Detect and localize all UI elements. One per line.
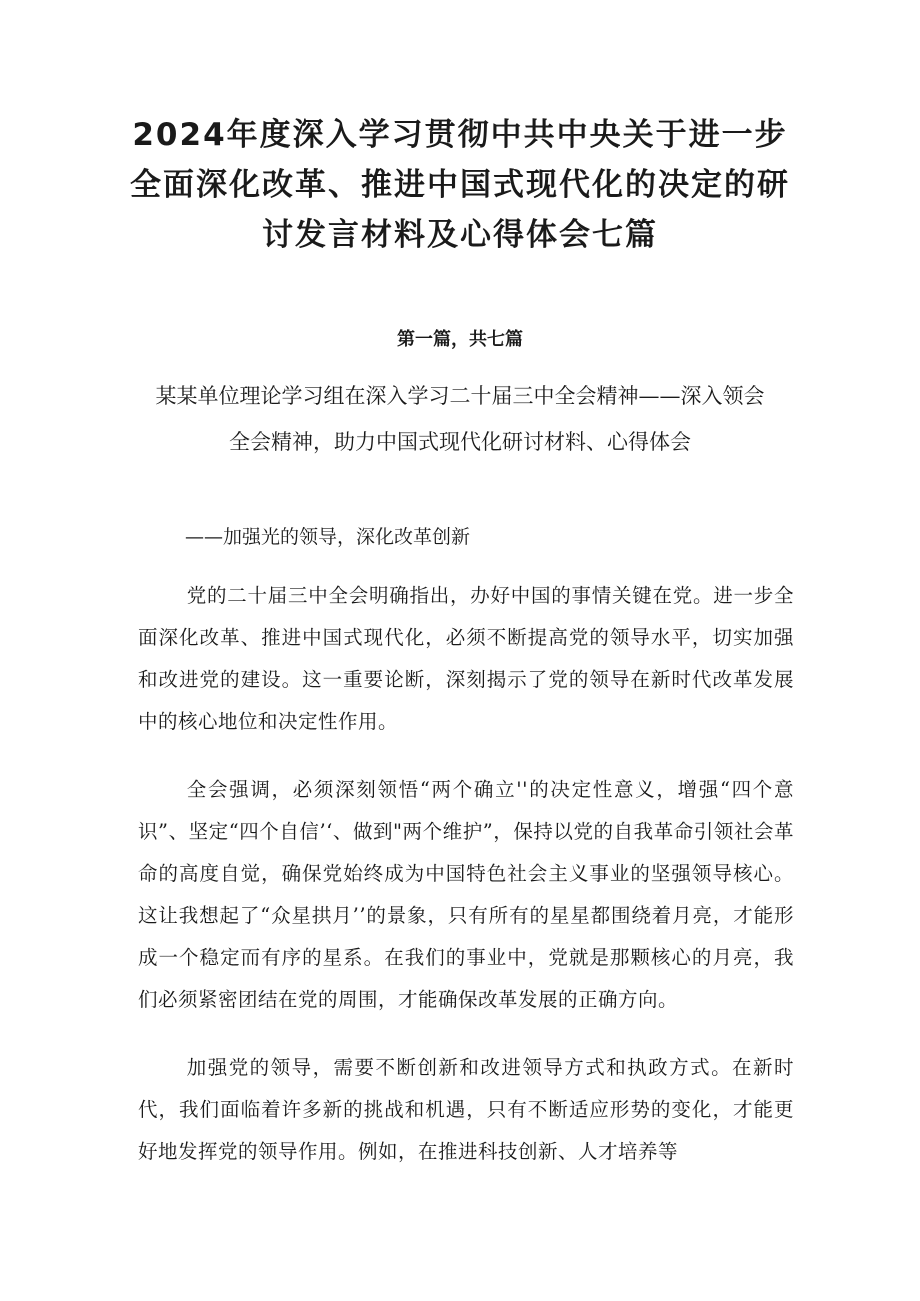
lead-line: ——加强光的领导，深化改革创新: [185, 526, 471, 548]
paragraph-1: 党的二十届三中全会明确指出，办好中国的事情关键在党。进一步全面深化改革、推进中国式现代化，必须不断提高党的领导水平，切实加强和改进党的建设。这一重要论断，深刻揭示了党的领导在新时代改革发展中的核心地位和决定性作用。: [138, 584, 794, 733]
document-title: 2024年度深入学习贯彻中共中央关于进一步全面深化改革、推进中国式现代化的决定的研讨发言材料及心得体会七篇: [130, 117, 790, 253]
paragraph-2: 全会强调，必须深刻领悟“两个确立''的决定性意义，增强“四个意识”、坚定“四个自信’‘、做到"两个维护”，保持以党的自我革命引领社会革命的高度自觉，确保党始终成为中国特色社会主义事业的坚强领导核心。这让我想起了“众星拱月’’的景象，只有所有的星星都围绕着月亮，才能形成一个稳定而有序的星系。在我们的事业中，党就是那颗核心的月亮，我们必须紧密团结在党的周围，才能确保改革发展的正确方向。: [138, 778, 794, 1011]
document-subtitle: 某某单位理论学习组在深入学习二十届三中全会精神——深入领会全会精神，助力中国式现代化研讨材料、心得体会: [155, 384, 765, 454]
body-text: [138, 575, 794, 1199]
paragraph-3: 加强党的领导，需要不断创新和改进领导方式和执政方式。在新时代，我们面临着许多新的挑战和机遇，只有不断适应形势的变化，才能更好地发挥党的领导作用。例如，在推进科技创新、人才培养等: [138, 1056, 794, 1163]
section-label: 第一篇，共七篇: [397, 329, 523, 350]
